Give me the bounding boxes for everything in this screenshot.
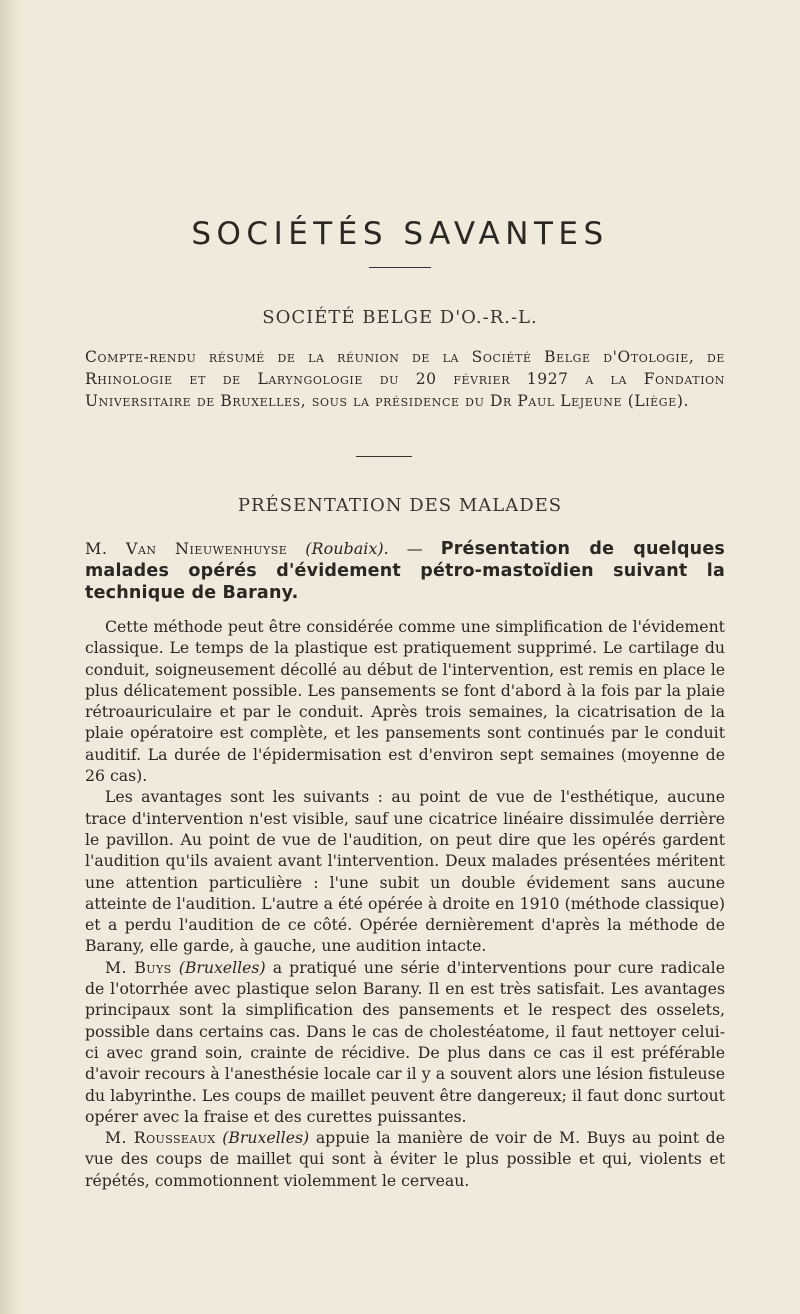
paragraph [85, 1127, 725, 1191]
paragraph: Les avantages sont les suivants : au point de vue de l'esthétique, aucune trace d'intervention n'est visible, sauf une cicatrice linéaire dissimulée derrière le pavillon. Au point de vue de l'audition, on peut dire que les opérés gardent l'audition qu'ils avaient avant l'intervention. Deux malades présentées méritent une attention particulière : l'une subit un double évidement sans aucune atteinte de l'audition. L'autre a été opérée à droite en 1910 (méthode classique) et a perdu l'audition de ce côté. Opérée dernièrement d'après la méthode de Barany, elle garde, à gauche, une audition intacte. [85, 787, 725, 956]
speaker-name: M. Van Nieuwenhuyse [85, 539, 288, 558]
speaker-place: (Bruxelles) [178, 957, 266, 977]
paragraph-text: a pratiqué une série d'interventions pour cure radicale de l'otorrhée avec plastique selon Barany. Il en est très satisfait. Les avantages principaux sont la simplification des pansements et le respect des osselets, possible dans certains cas. Dans le cas de cholestéatome, il faut nettoyer celui-ci avec grand soin, crainte de récidive. De plus dans ce cas il est préférable d'avoir recours à l'anesthésie locale car il y a souvent alors une lésion fistuleuse du labyrinthe. Les coups de maillet peuvent être dangereux; il faut donc surtout opérer avec la fraise et des curettes puissantes. [85, 957, 725, 1126]
speaker-name: M. Buys [105, 957, 172, 977]
presentation-heading [85, 538, 725, 604]
page-gutter [0, 0, 24, 1314]
paragraph [85, 957, 725, 1127]
presentation-title: Présentation de quelques malades opérés d'évidement pétro-mastoïdien suivant la technique de Barany. [85, 539, 726, 603]
heading-dash: — [388, 539, 441, 558]
section-rule [356, 456, 412, 457]
speaker-place: (Bruxelles) [222, 1128, 310, 1148]
paragraph: Cette méthode peut être considérée comme une simplification de l'évidement classique. Le temps de la plastique est pratiquement supprimé. Le cartilage du conduit, soigneusement décollé au début de l'intervention, est remis en place le plus délicatement possible. Les pansements se font d'abord à la fois par la plaie rétroauriculaire et par le conduit. Après trois semaines, la cicatrisation de la plaie opératoire est complète, et les pansements sont continués par le conduit auditif. La durée de l'épidermisation est d'environ sept semaines (moyenne de 26 cas). [85, 617, 725, 786]
speaker-place: (Roubaix). [305, 539, 389, 558]
speaker-name: M. Rousseaux [105, 1128, 216, 1148]
page-title: SOCIÉTÉS SAVANTES [191, 216, 609, 252]
paragraph-text: appuie la manière de voir de M. Buys au point de vue des coups de maillet qui sont à éviter le plus possible et qui, violents et répétés, commotionnent violemment le cerveau. [85, 1128, 726, 1190]
title-rule [369, 267, 431, 268]
compte-rendu-text: Compte-rendu résumé de la réunion de la Société Belge d'Otologie, de Rhinologie et de Laryngologie du 20 février 1927 a la Fondation Universitaire de Bruxelles, sous la présidence du Dr Paul Lejeune (Liège). [85, 348, 725, 410]
society-heading: SOCIÉTÉ BELGE D'O.-R.-L. [262, 307, 538, 328]
article-body [85, 616, 725, 1191]
compte-rendu [85, 346, 725, 412]
section-title: PRÉSENTATION DES MALADES [237, 495, 563, 516]
